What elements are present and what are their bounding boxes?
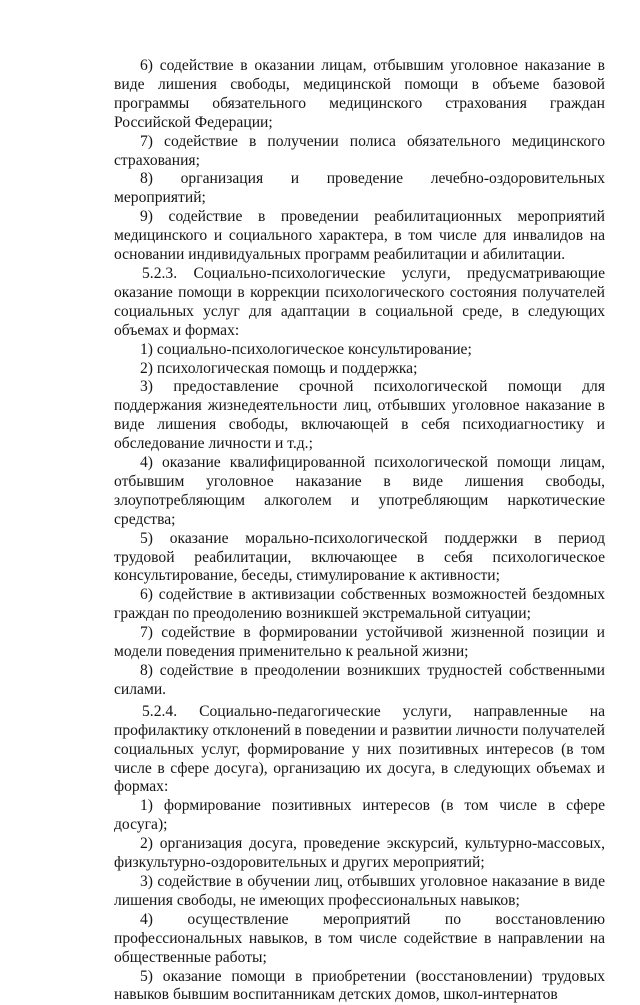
- paragraph-psych-item-8: 8) содействие в преодолении возникших трудностей собственными силами.: [114, 662, 605, 700]
- paragraph-psych-item-4: 4) оказание квалифицированной психологической помощи лицам, отбывшим уголовное наказание в виде лишения свободы, злоупотребляющим алкоголем и употребляющим наркотические средства;: [114, 454, 605, 530]
- paragraph-ped-item-4: 4) осуществление мероприятий по восстановлению профессиональных навыков, в том числе содействие в направлении на общественные работы;: [114, 911, 605, 968]
- paragraph-psych-item-5: 5) оказание морально-психологической поддержки в период трудовой реабилитации, включающее в себя психологическое консультирование, беседы, стимулирование к активности;: [114, 530, 605, 587]
- paragraph-psych-item-1: 1) социально-психологическое консультирование;: [114, 341, 605, 360]
- paragraph-psych-item-2: 2) психологическая помощь и поддержка;: [114, 360, 605, 379]
- paragraph-psych-item-6: 6) содействие в активизации собственных возможностей бездомных граждан по преодолению возникшей экстремальной ситуации;: [114, 586, 605, 624]
- paragraph-psych-item-7: 7) содействие в формировании устойчивой жизненной позиции и модели поведения применительно к реальной жизни;: [114, 624, 605, 662]
- paragraph-item-7-insurance-policy: 7) содействие в получении полиса обязательного медицинского страхования;: [114, 133, 605, 171]
- section-5-2-3-heading: 5.2.3. Социально-психологические услуги, предусматривающие оказание помощи в коррекции психологического состояния получателей социальных услуг для адаптации в социальной среде, в следующих объемах и формах:: [114, 265, 605, 341]
- paragraph-ped-item-3: 3) содействие в обучении лиц, отбывших уголовное наказание в виде лишения свободы, не имеющих профессиональных навыков;: [114, 873, 605, 911]
- paragraph-psych-item-3: 3) предоставление срочной психологической помощи для поддержания жизнедеятельности лиц, отбывших уголовное наказание в виде лишения свободы, включающей в себя психодиагностику и обследование личности и т.д.;: [114, 378, 605, 454]
- paragraph-item-6-medical-aid: 6) содействие в оказании лицам, отбывшим уголовное наказание в виде лишения свободы, медицинской помощи в объеме базовой программы обязательного медицинского страхования граждан Российской Федерации;: [114, 57, 605, 133]
- paragraph-ped-item-2: 2) организация досуга, проведение экскурсий, культурно-массовых, физкультурно-оздоровительных и других мероприятий;: [114, 835, 605, 873]
- paragraph-ped-item-1: 1) формирование позитивных интересов (в том числе в сфере досуга);: [114, 797, 605, 835]
- document-body: [114, 57, 605, 1005]
- paragraph-item-8-health-activities: 8) организация и проведение лечебно-оздоровительных мероприятий;: [114, 170, 605, 208]
- section-5-2-4-heading: 5.2.4. Социально-педагогические услуги, направленные на профилактику отклонений в поведении и развитии личности получателей социальных услуг, формирование у них позитивных интересов (в том числе в сфере досуга), организацию их досуга, в следующих объемах и формах:: [114, 703, 605, 798]
- paragraph-item-9-rehabilitation: 9) содействие в проведении реабилитационных мероприятий медицинского и социального характера, в том числе для инвалидов на основании индивидуальных программ реабилитации и абилитации.: [114, 208, 605, 265]
- paragraph-ped-item-5: 5) оказание помощи в приобретении (восстановлении) трудовых навыков бывшим воспитанникам детских домов, школ-интернатов: [114, 968, 605, 1005]
